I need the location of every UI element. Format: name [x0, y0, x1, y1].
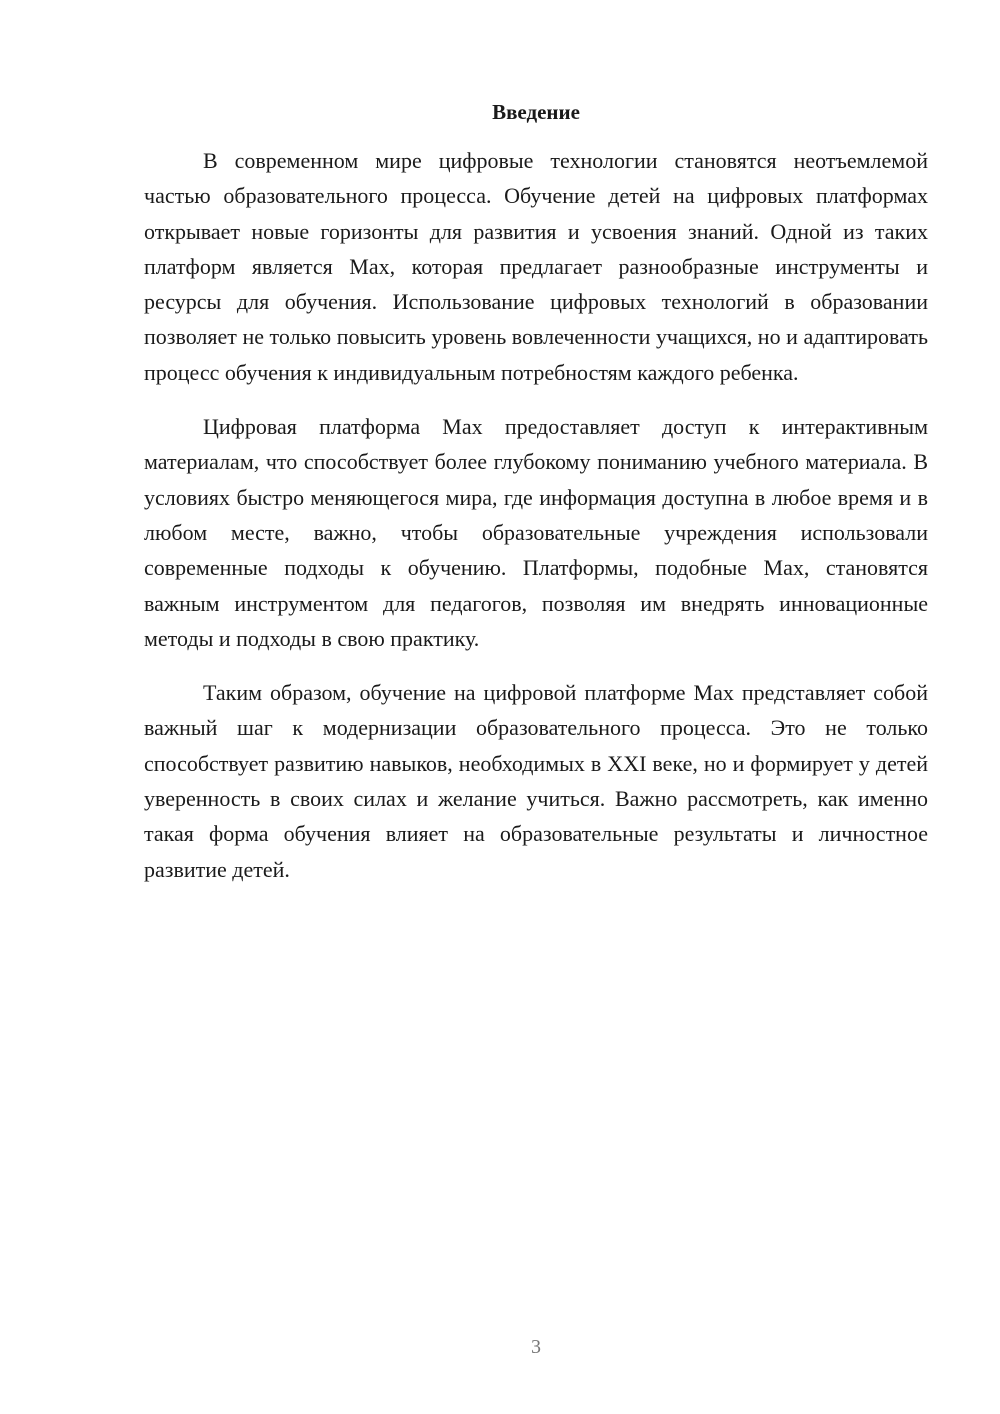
paragraph-3: Таким образом, обучение на цифровой платформе Max представляет собой важный шаг к модернизации образовательного процесса. Это не только способствует развитию навыков, необходимых в XXI веке, но и формирует у детей уверенность в своих силах и желание учиться. Важно рассмотреть, как именно такая форма обучения влияет на образовательные результаты и личностное развитие детей. [144, 680, 928, 882]
paragraph-2: Цифровая платформа Max предоставляет доступ к интерактивным материалам, что способствует более глубокому пониманию учебного материала. В условиях быстро меняющегося мира, где информация доступна в любое время и в любом месте, важно, чтобы образовательные учреждения использовали современные подходы к обучению. Платформы, подобные Max, становятся важным инструментом для педагогов, позволяя им внедрять инновационные методы и подходы в свою практику. [144, 414, 928, 651]
body-text [144, 143, 928, 906]
section-title: Введение [492, 100, 580, 124]
page-number: 3 [531, 1336, 541, 1358]
paragraph-1: В современном мире цифровые технологии становятся неотъемлемой частью образовательного процесса. Обучение детей на цифровых платформах открывает новые горизонты для развития и усвоения знаний. Одной из таких платформ является Max, которая предлагает разнообразные инструменты и ресурсы для обучения. Использование цифровых технологий в образовании позволяет не только повысить уровень вовлеченности учащихся, но и адаптировать процесс обучения к индивидуальным потребностям каждого ребенка. [144, 148, 928, 385]
